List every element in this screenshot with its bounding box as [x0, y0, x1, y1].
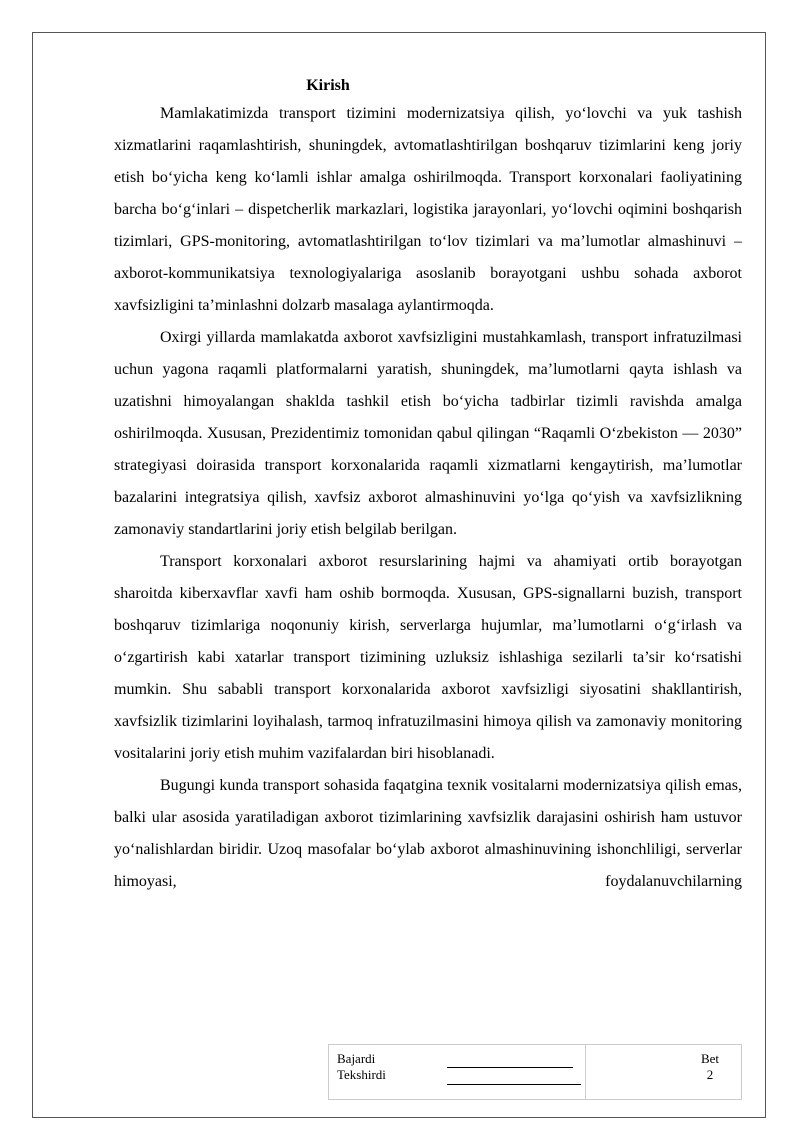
footer-divider [585, 1045, 586, 1099]
page-number: 2 [706, 1067, 714, 1082]
document-body [116, 74, 742, 898]
footer-stamp [328, 1044, 742, 1100]
paragraph-1: Mamlakatimizda transport tizimini modernizatsiya qilish, yo‘lovchi va yuk tashish xizmatlarini raqamlashtirish, shuningdek, avtomatlashtirilgan boshqaruv tizimlarini keng joriy etish bo‘yicha keng ko‘lamli ishlar amalga oshirilmoqda. Transport korxonalari faoliyatining barcha bo‘g‘inlari – dispetcherlik markazlari, logistika jarayonlari, yo‘lovchi oqimini boshqarish tizimlari, GPS-monitoring, avtomatlashtirilgan to‘lov tizimlari va ma’lumotlar almashinuvi – axborot-kommunikatsiya texnologiyalariga asoslanib borayotgani ushbu sohada axborot xavfsizligini ta’minlashni dolzarb masalaga aylantirmoqda. [114, 105, 742, 314]
bet-label: Bet [700, 1051, 719, 1066]
bajardi-signature-line [447, 1051, 573, 1068]
tekshirdi-label: Tekshirdi [337, 1067, 386, 1082]
paragraph-2: Oxirgi yillarda mamlakatda axborot xavfsizligini mustahkamlash, transport infratuzilmasi uchun yagona raqamli platformalarni yaratish, shuningdek, ma’lumotlarni qayta ishlash va uzatishni himoyalangan shaklda tashkil etish bo‘yicha tadbirlar tizimli ravishda amalga oshirilmoqda. Xususan, Prezidentimiz tomonidan qabul qilingan “Raqamli O‘zbekiston — 2030” strategiyasi doirasida transport korxonalarida raqamli xizmatlarni kengaytirish, ma’lumotlar bazalarini integratsiya qilish, xavfsiz axborot almashinuvini yo‘lga qo‘yish va xavfsizlikning zamonaviy standartlarini joriy etish belgilab berilgan. [114, 329, 742, 538]
page-info [701, 1051, 719, 1083]
paragraph-3: Transport korxonalari axborot resurslarining hajmi va ahamiyati ortib borayotgan sharoitda kiberxavflar xavfi ham oshib bormoqda. Xususan, GPS-signallarni buzish, transport boshqaruv tizimlariga noqonuniy kirish, serverlarga hujumlar, ma’lumotlarni o‘g‘irlash va o‘zgartirish kabi xatarlar transport tizimining uzluksiz ishlashiga sezilarli ta’sir ko‘rsatishi mumkin. Shu sababli transport korxonalarida axborot xavfsizligi siyosatini shakllantirish, xavfsizlik tizimlarini loyihalash, tarmoq infratuzilmasini himoya qilish va zamonaviy monitoring vositalarini joriy etish muhim vazifalardan biri hisoblanadi. [114, 553, 742, 762]
signature-lines [447, 1051, 583, 1085]
bajardi-label: Bajardi [337, 1051, 376, 1066]
tekshirdi-signature-line [447, 1068, 581, 1085]
footer-labels [337, 1051, 386, 1083]
paragraph-4: Bugungi kunda transport sohasida faqatgina texnik vositalarni modernizatsiya qilish emas, balki ular asosida yaratiladigan axborot tizimlarining xavfsizlik darajasini oshirish ham ustuvor yo‘nalishlardan biridir. Uzoq masofalar bo‘ylab axborot almashinuvining ishonchliligi, serverlar himoyasi, foydalanuvchilarning [114, 777, 742, 890]
document-title: Kirish [306, 77, 350, 94]
